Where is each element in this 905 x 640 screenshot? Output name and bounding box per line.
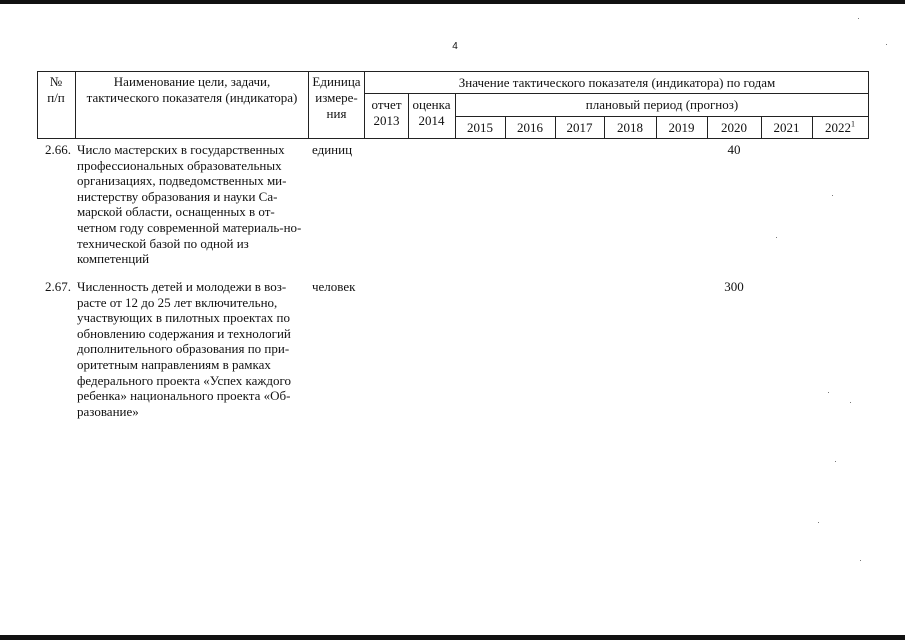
plan-title-divider [455,116,869,117]
scan-speck [776,237,777,238]
scan-speck [850,402,851,403]
header-unit-line1: Единица [312,74,361,89]
page-number: 4 [452,41,458,52]
values-title: Значение тактического показателя (индикатора) по годам [458,75,776,90]
scan-bottom-edge [0,635,905,640]
header-unit-line2: измере- [315,90,358,105]
year-2018: 2018 [617,120,643,135]
year-2022-cell [812,120,868,135]
header-num-sub: п/п [47,90,65,105]
header-name-line1: Наименование цели, задачи, [113,74,271,89]
scan-speck [858,18,859,19]
year-2017: 2017 [566,120,593,135]
scan-top-edge [0,0,905,4]
row-indicator-name: Численность детей и молодежи в воз-расте от 12 до 25 лет включительно, участвующих в пилотных проектах по обновлению содержания и технологий дополнительного образования по при-оритетным направлениям в рамках федерального проекта «Успех каждого ребенка» национального проекта «Об-разование» [77,279,292,419]
header-num-label: № [49,74,63,89]
header-unit-line3: ния [326,106,347,121]
year-2015: 2015 [467,120,493,135]
row-value-2020: 300 [724,279,744,294]
row-number: 2.67. [45,279,71,294]
row-indicator-name: Число мастерских в государственных профессиональных образовательных организациях, подведомственных ми-нистерству образования и науки Са-марской области, оснащенных в от-четном году современной материаль-но-технической базой по одной из компетенций [77,142,302,267]
header-bottom-border [37,138,869,139]
footnote-mark: 1 [851,119,855,129]
year-2019: 2019 [668,120,695,135]
row-number: 2.66. [45,142,71,157]
estimate-label: оценка [412,97,451,112]
row-unit: единиц [312,142,353,157]
scan-speck [860,560,861,561]
scan-speck [886,44,887,45]
estimate-year: 2014 [418,113,445,128]
year-2021: 2021 [773,120,800,135]
plan-title: плановый период (прогноз) [585,97,739,112]
row-value-2020: 40 [727,142,741,157]
scan-speck [832,195,833,196]
scan-speck [835,461,836,462]
values-title-divider [364,93,869,94]
year-2022: 2022 [825,120,851,135]
table-top-border [37,71,869,72]
scan-speck [828,392,829,393]
report-label: отчет [371,97,402,112]
report-year: 2013 [373,113,400,128]
year-2020: 2020 [721,120,747,135]
scan-speck [818,522,819,523]
header-name-line2: тактического показателя (индикатора) [86,90,298,105]
year-2016: 2016 [517,120,543,135]
row-unit: человек [312,279,356,294]
